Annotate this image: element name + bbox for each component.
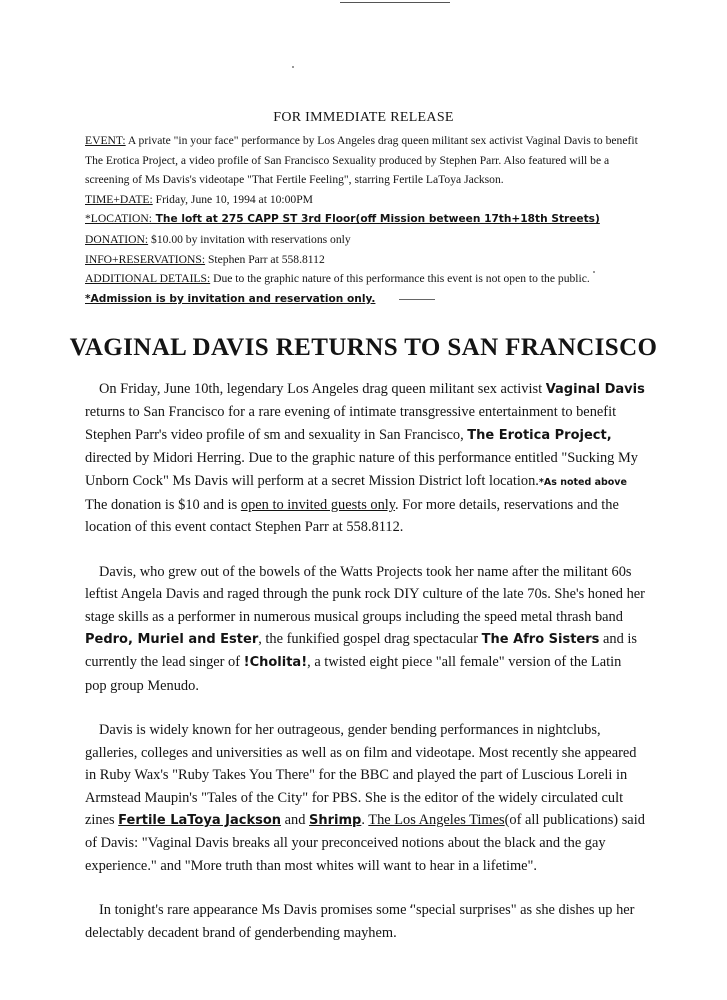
p1-text-4: The donation is $10 and is: [85, 497, 241, 514]
donation-label: DONATION:: [85, 232, 149, 246]
details-label: ADDITIONAL DETAILS:: [85, 272, 211, 286]
time-line: [85, 190, 645, 210]
p2-text-1: Davis, who grew out of the bowels of the Watts Projects took her name after the militant 60s leftist Angela Davis and raged through the punk rock DIY culture of the late 70s. She's honed her stage skills as a performer in numerous musical groups including the speed metal thrash band: [85, 563, 645, 625]
page-title: VAGINAL DAVIS RETURNS TO SAN FRANCISCO: [69, 334, 658, 361]
paragraph-2: [85, 561, 645, 697]
admission-note: *Admission is by invitation and reservation only.: [85, 292, 376, 305]
paragraph-4: [85, 899, 645, 944]
top-edge-rule: [340, 2, 450, 3]
event-text: A private "in your face" performance by Los Angeles drag queen militant sex activist Vaginal Davis to benefit The Erotica Project, a video profile of San Francisco Sexuality produced by Stephen Parr. Also featured will be a screening of Ms Davis's videotape "That Fertile Feeling", starring Fertile LaToya Jackson.: [85, 134, 638, 187]
p1-bold-name: Vaginal Davis: [545, 382, 645, 397]
p3-bold-zine-2: Shrimp: [309, 812, 362, 828]
location-label: *LOCATION:: [85, 212, 152, 226]
p4-text-1: In tonight's rare appearance Ms Davis promises some "special surprises" as she dishes up her delectably decadent brand of genderbending mayhem.: [85, 902, 635, 941]
time-text: Friday, June 10, 1994 at 10:00PM: [152, 192, 313, 206]
p2-bold-group: The Afro Sisters: [481, 632, 600, 648]
p1-text-2: returns to San Francisco for a rare evening of intimate transgressive entertainment to benefit Stephen Parr's video profile of sm and sexuality in San Francisco,: [85, 404, 617, 443]
p3-underlined-paper: The Los Angeles Times: [368, 811, 505, 828]
details-text: Due to the graphic nature of this performance this event is not open to the public.: [210, 272, 590, 286]
details-line: [85, 269, 645, 309]
p2-bold-cholita: !Cholita!: [243, 655, 308, 671]
reservations-line: [85, 250, 645, 270]
p1-underlined: open to invited guests only: [240, 497, 396, 514]
p3-text-1: Davis is widely known for her outrageous, gender bending performances in nightclubs, galleries, colleges and universities as well as on film and videotape. Most recently she appeared in Ruby Wax's "Ruby Takes You There" for the BBC and played the part of Luscious Loreli in Armstead Maupin's "Tales of the City" for PBS. She is the editor of the widely circulated cult zines: [85, 722, 637, 828]
p2-text-2: , the funkified gospel drag spectacular: [258, 631, 482, 648]
event-label: EVENT:: [85, 134, 126, 147]
release-heading: FOR IMMEDIATE RELEASE: [273, 110, 454, 125]
p2-text-4: , a twisted eight piece "all female" version of the Latin pop group Menudo.: [85, 654, 622, 694]
paragraph-1: [85, 378, 645, 539]
reservations-label: INFO+RESERVATIONS:: [85, 252, 206, 266]
event-line: [85, 131, 645, 190]
p1-text-3: directed by Midori Herring. Due to the graphic nature of this performance entitled "Sucking My Unborn Cock" Ms Davis will perform at a secret Mission District loft location.: [85, 450, 638, 489]
donation-text: $10.00 by invitation with reservations only: [148, 232, 351, 246]
reservations-text: Stephen Parr at 558.8112: [205, 252, 325, 266]
donation-line: [85, 230, 645, 250]
location-line: [85, 209, 645, 230]
p3-text-4: (of all publications) said of Davis: "Vaginal Davis breaks all your preconceived notions about the black and the gay experience." and "More truth than most whites will want to hear in a lifetime".: [85, 811, 645, 874]
scan-speck: [292, 66, 294, 68]
location-text: The loft at 275 CAPP ST 3rd Floor(off Mission between 17th+18th Streets): [151, 213, 600, 226]
p1-handwritten-note: *As noted above: [538, 476, 627, 488]
pen-dash: [399, 299, 435, 300]
p3-text-2: and: [281, 811, 309, 828]
p2-text-3: and is currently the lead singer of: [85, 631, 637, 671]
article-body: [85, 378, 645, 966]
event-info-block: [85, 131, 645, 309]
paragraph-3: [85, 719, 645, 877]
time-label: TIME+DATE:: [85, 192, 153, 206]
p1-text-5: . For more details, reservations and the location of this event contact Stephen Parr at 558.8112.: [85, 497, 619, 536]
p1-bold-project: The Erotica Project,: [467, 427, 612, 443]
p3-text-3: .: [361, 811, 369, 828]
p1-text-1: On Friday, June 10th, legendary Los Angeles drag queen militant sex activist: [99, 381, 546, 397]
p2-bold-band: Pedro, Muriel and Ester: [85, 632, 259, 648]
p3-bold-zine-1: Fertile LaToya Jackson: [118, 812, 282, 828]
